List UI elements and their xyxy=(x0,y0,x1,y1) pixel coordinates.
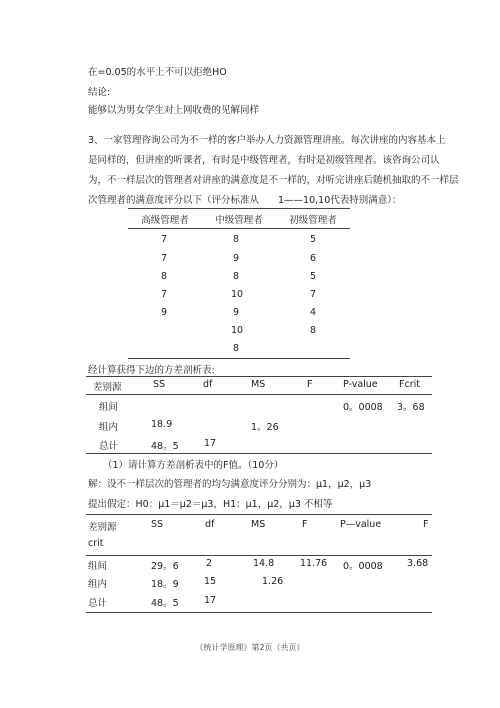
score-cell: 8 xyxy=(233,234,240,245)
problem3-line4: 次管理者的满意度评分以下（评分标准从 1——10,10代表特别满意）： xyxy=(88,195,402,206)
score-table-bottom-rule xyxy=(128,358,350,359)
anova1-header: Fcrit xyxy=(399,379,420,390)
score-cell: 7 xyxy=(161,289,168,300)
score-table-top-rule xyxy=(128,208,350,209)
score-cell: 8 xyxy=(161,271,168,282)
score-cell: 10 xyxy=(231,325,244,336)
conclusion-label: 结论: xyxy=(88,87,111,98)
score-cell: 8 xyxy=(233,271,240,282)
anova1-row-label: 总计 xyxy=(99,441,119,452)
anova1-row-label: 组内 xyxy=(99,422,119,433)
problem3-line2: 是同样的，但讲座的听课者，有时是中级管理者，有时是初级管理者。该咨询公司认 xyxy=(88,155,440,166)
anova1-header: 差别源 xyxy=(93,382,122,393)
anova2-cell: 29。6 xyxy=(151,561,179,572)
conclusion-text: 能够以为男女学生对上网收费的见解同样 xyxy=(88,105,260,116)
problem3-line1: 3、一家管理咨询公司为不一样的客户举办人力资源管理讲座。每次讲座的内容基本上 xyxy=(88,135,446,146)
hypothesis-line: 提出假定：H0：μ1＝μ2＝μ3，H1：μ1，μ2，μ3 不相等 xyxy=(88,499,333,510)
anova1-header-rule xyxy=(86,394,432,395)
conclusion-line-reject: 在=0.05的水平上不可以拒绝HO xyxy=(88,67,227,78)
anova2-cell: 15 xyxy=(204,576,217,587)
anova1-cell: 1。26 xyxy=(251,422,279,433)
score-cell: 4 xyxy=(310,307,317,318)
anova2-header: P—value xyxy=(340,519,382,530)
anova2-top-rule xyxy=(86,514,432,515)
anova2-row-label: 总计 xyxy=(88,598,108,609)
anova1-top-rule xyxy=(86,376,432,377)
anova1-cell: 3。68 xyxy=(397,402,425,413)
anova2-cell: 18。9 xyxy=(151,579,179,590)
anova2-bottom-rule xyxy=(86,612,432,613)
anova1-row-label: 组间 xyxy=(99,402,119,413)
page-footer: 《统计学原理》第2页（共页） xyxy=(195,643,305,652)
score-cell: 9 xyxy=(161,307,168,318)
score-header-senior: 高级管理者 xyxy=(141,215,189,226)
anova1-bottom-rule xyxy=(86,453,432,454)
anova1-cell: 18.9 xyxy=(151,419,173,430)
anova2-header-rule xyxy=(86,555,432,556)
anova1-cell: 48。5 xyxy=(151,441,179,452)
score-header-middle: 中级管理者 xyxy=(215,215,263,226)
anova1-cell: 17 xyxy=(204,438,217,449)
anova1-header: F xyxy=(307,379,313,390)
anova2-cell: 11.76 xyxy=(300,558,328,569)
score-cell: 5 xyxy=(310,271,317,282)
score-cell: 7 xyxy=(310,289,317,300)
problem3-line3: 为，不一样层次的管理者对讲座的满意度是不一样的，对听完讲座后随机抽取的不一样层 xyxy=(88,175,459,186)
anova2-header: 差别源 xyxy=(88,522,117,533)
score-table-header-rule xyxy=(128,228,350,229)
score-cell: 9 xyxy=(233,307,240,318)
anova2-row-label: 组间 xyxy=(88,561,108,572)
anova2-header: df xyxy=(205,519,215,530)
score-cell: 8 xyxy=(310,325,317,336)
score-cell: 7 xyxy=(161,253,168,264)
anova2-cell: 17 xyxy=(204,595,217,606)
anova2-cell: 14.8 xyxy=(253,558,275,569)
anova2-cell: 1.26 xyxy=(262,576,284,587)
score-cell: 7 xyxy=(161,234,168,245)
solution-line: 解：设不一样层次的管理者的均匀满意度评分分别为：μ1，μ2，μ3 xyxy=(88,479,372,490)
score-cell: 8 xyxy=(233,343,240,354)
anova1-header: df xyxy=(203,379,213,390)
score-header-junior: 初级管理者 xyxy=(289,215,337,226)
anova1-header: P-value xyxy=(343,379,378,390)
anova2-cell: 2 xyxy=(206,558,213,569)
anova2-cell: 0。0008 xyxy=(343,561,383,572)
anova2-header: MS xyxy=(251,519,266,530)
anova-intro: 经计算获得下边的方差剖析表: xyxy=(88,365,215,376)
anova2-row-label: 组内 xyxy=(88,579,108,590)
score-cell: 6 xyxy=(310,253,317,264)
anova2-cell: 3.68 xyxy=(407,558,429,569)
score-cell: 9 xyxy=(233,253,240,264)
question-1: （1）请计算方差剖析表中的F值。（10分） xyxy=(103,460,284,471)
anova2-header: SS xyxy=(151,519,164,530)
anova2-header: F xyxy=(423,519,429,530)
anova1-cell: 0。0008 xyxy=(343,402,383,413)
anova1-header: MS xyxy=(251,379,266,390)
anova2-header: F xyxy=(302,519,308,530)
anova1-header: SS xyxy=(153,379,166,390)
score-cell: 5 xyxy=(310,234,317,245)
anova2-cell: 48。5 xyxy=(151,598,179,609)
anova2-header-wrap: crit xyxy=(88,538,104,549)
score-cell: 10 xyxy=(231,289,244,300)
